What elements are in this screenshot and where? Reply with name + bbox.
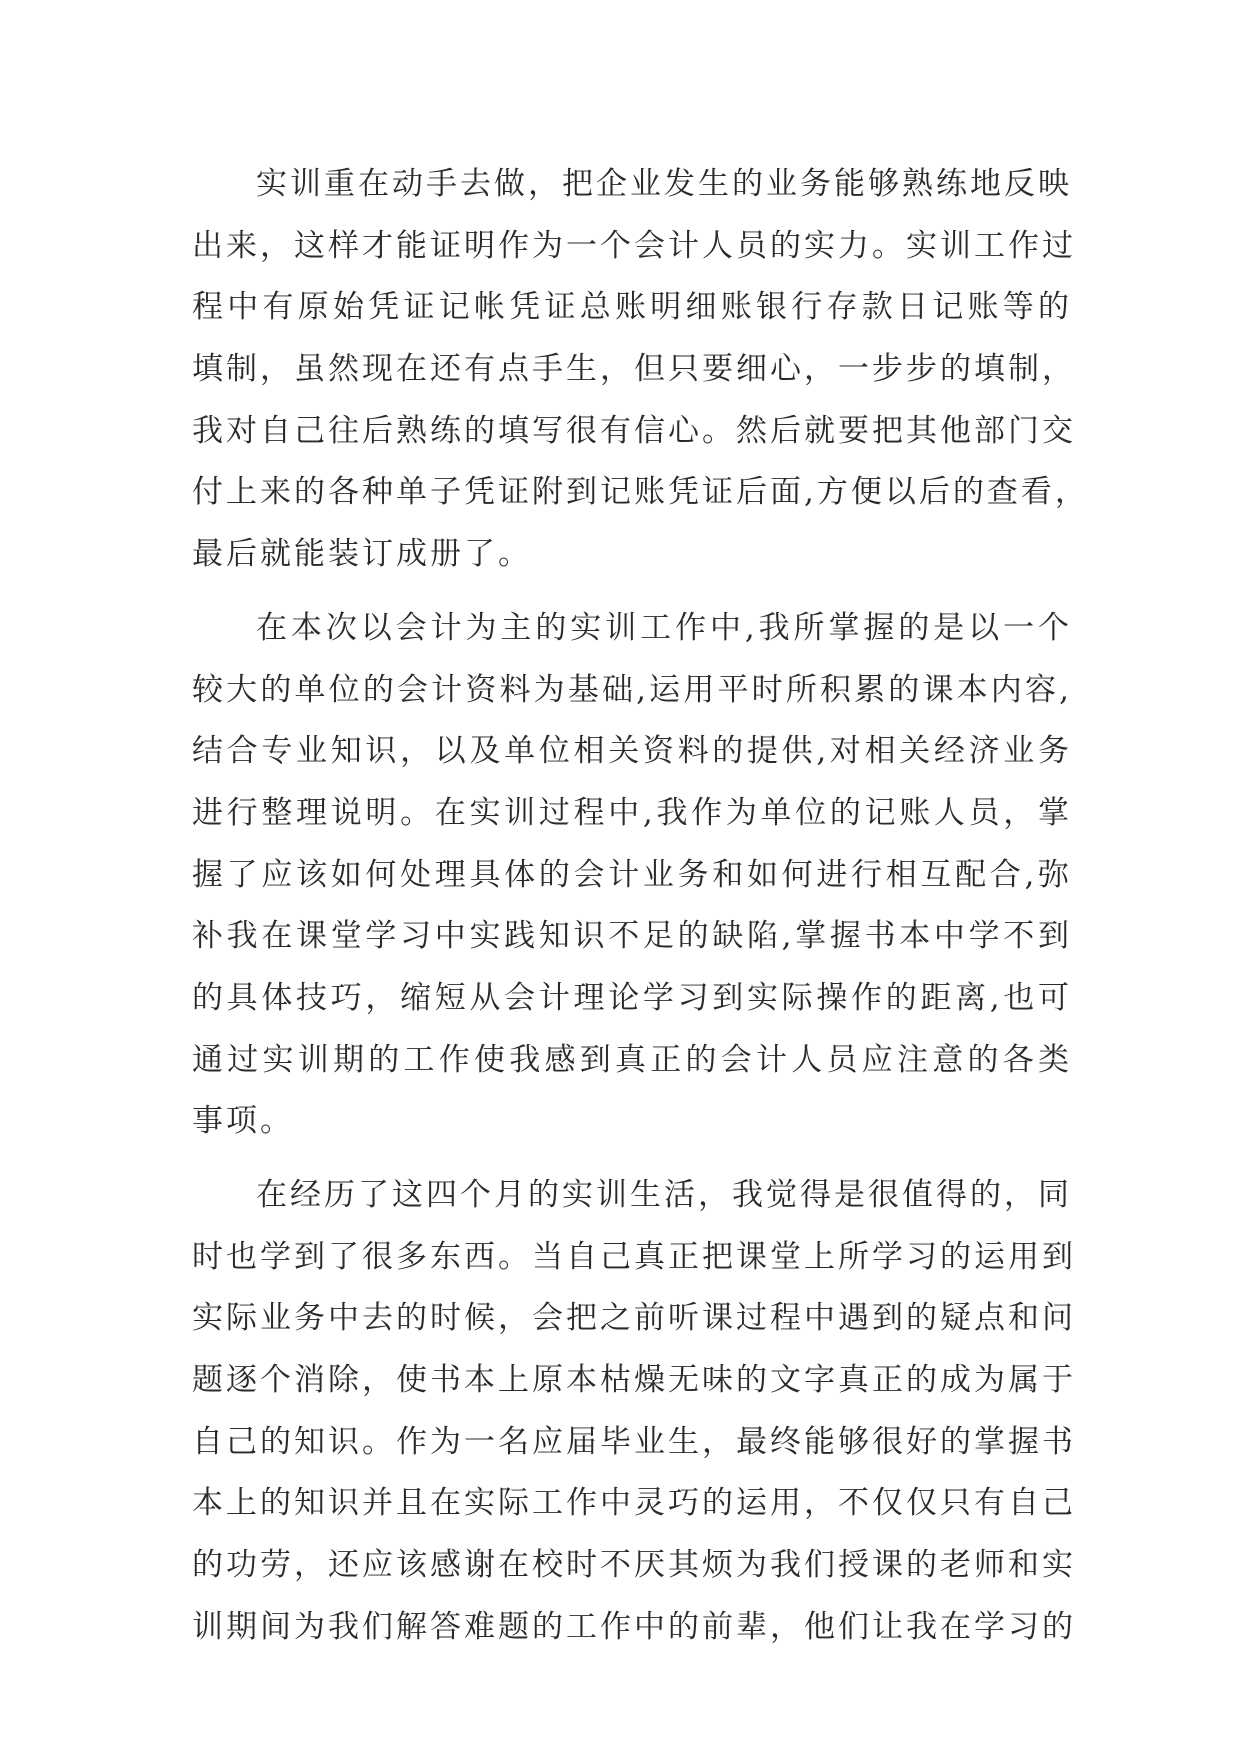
paragraph-1-line-4: 填制，虽然现在还有点手生，但只要细心，一步步的填制， [192, 351, 1076, 388]
paragraph-3-line-5: 自己的知识。作为一名应届毕业生，最终能够很好的掌握书 [192, 1423, 1076, 1460]
paragraph-1-line-5: 我对自己往后熟练的填写很有信心。然后就要把其他部门交 [192, 412, 1076, 449]
paragraph-2-line-9: 事项。 [192, 1103, 294, 1140]
paragraph-1-line-6: 付上来的各种单子凭证附到记账凭证后面,方便以后的查看， [192, 474, 1089, 511]
paragraph-2-line-8: 通过实训期的工作使我感到真正的会计人员应注意的各类 [192, 1041, 1072, 1078]
paragraph-2-line-7: 的具体技巧，缩短从会计理论学习到实际操作的距离,也可 [192, 979, 1072, 1016]
paragraph-2-line-4: 进行整理说明。在实训过程中,我作为单位的记账人员，掌 [192, 794, 1072, 831]
paragraph-1-line-7: 最后就能装订成册了。 [192, 536, 532, 573]
paragraph-gap [192, 1153, 1072, 1165]
paragraph-2-line-5: 握了应该如何处理具体的会计业务和如何进行相互配合,弥 [192, 856, 1072, 893]
paragraph-2-line-6: 补我在课堂学习中实践知识不足的缺陷,掌握书本中学不到 [192, 918, 1072, 955]
paragraph-gap [192, 586, 1072, 598]
paragraph-3-line-6: 本上的知识并且在实际工作中灵巧的运用，不仅仅只有自己 [192, 1485, 1076, 1522]
paragraph-2-line-1: 在本次以会计为主的实训工作中,我所掌握的是以一个 [256, 609, 1072, 646]
paragraph-1-line-3: 程中有原始凭证记帐凭证总账明细账银行存款日记账等的 [192, 289, 1072, 326]
body-text [192, 154, 1089, 1659]
paragraph-3-line-7: 的功劳，还应该感谢在校时不厌其烦为我们授课的老师和实 [192, 1547, 1076, 1584]
paragraph-1-line-2: 出来，这样才能证明作为一个会计人员的实力。实训工作过 [192, 227, 1076, 264]
paragraph-3-line-8: 训期间为我们解答难题的工作中的前辈，他们让我在学习的 [192, 1608, 1076, 1645]
paragraph-2-line-3: 结合专业知识，以及单位相关资料的提供,对相关经济业务 [192, 733, 1072, 770]
paragraph-3-line-3: 实际业务中去的时候，会把之前听课过程中遇到的疑点和问 [192, 1300, 1076, 1337]
paragraph-1-line-1: 实训重在动手去做，把企业发生的业务能够熟练地反映 [256, 166, 1072, 202]
paragraph-2-line-2: 较大的单位的会计资料为基础,运用平时所积累的课本内容, [192, 671, 1072, 708]
paragraph-3-line-4: 题逐个消除，使书本上原本枯燥无味的文字真正的成为属于 [192, 1362, 1076, 1399]
paragraph-3-line-2: 时也学到了很多东西。当自己真正把课堂上所学习的运用到 [192, 1238, 1076, 1275]
paragraph-3-line-1: 在经历了这四个月的实训生活，我觉得是很值得的，同 [256, 1177, 1072, 1213]
